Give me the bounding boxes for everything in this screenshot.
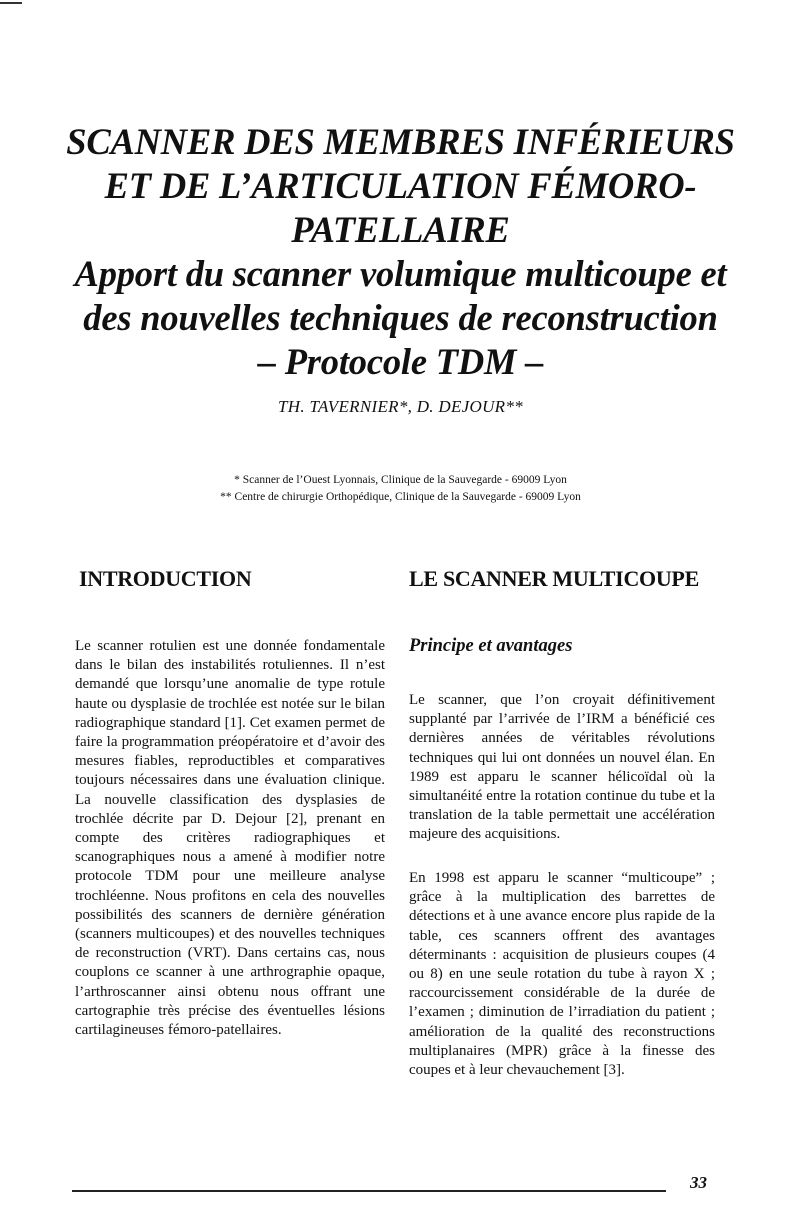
title-line-3: PATELLAIRE bbox=[291, 209, 510, 250]
title-line-6: – Protocole TDM – bbox=[257, 341, 544, 382]
title-line-1: SCANNER DES MEMBRES INFÉRIEURS bbox=[66, 121, 735, 162]
scanner-heading: LE SCANNER MULTICOUPE bbox=[409, 566, 699, 591]
scanner-paragraph-2: En 1998 est apparu le scanner “multicoupe” ; grâce à la multiplication des barrettes de détections et à une avance encore plus rapide de la table, ces scanners offrent des avantages déterminants : acquisition de plusieurs coupes (4 ou 8) en une seule rotation du tube à rayon X ; raccourcissement considérable de la durée de l’examen ; diminution de l’irradiation du patient ; amélioration de la qualité des reconstructions multiplanaires (MPR) grâce à la finesse des coupes et à leur chevauchement [3]. bbox=[409, 870, 715, 1079]
affiliation-1: * Scanner de l’Ouest Lyonnais, Clinique de la Sauvegarde - 69009 Lyon bbox=[234, 474, 567, 486]
page-number: 33 bbox=[690, 1173, 707, 1192]
footer-rule bbox=[72, 1190, 666, 1192]
affiliations bbox=[40, 472, 761, 506]
title-line-2: ET DE L’ARTICULATION FÉMORO- bbox=[104, 165, 697, 206]
article-title bbox=[40, 120, 761, 384]
title-line-5: des nouvelles techniques de reconstruction bbox=[83, 297, 718, 338]
introduction-paragraph: Le scanner rotulien est une donnée fondamentale dans le bilan des instabilités rotuliennes. Il n’est demandé que lorsqu’une anomalie de type rotule haute ou dysplasie de trochlée est notée sur le bilan radiographique standard [1]. Cet examen permet de faire la programmation préopératoire et d’avoir des mesures fiables, reproductibles et comparatives toujours nécessaires dans une évaluation clinique. La nouvelle classification des dysplasies de trochlée décrite par D. Dejour [2], prenant en compte des critères radiographiques et scanographiques nous a amené à modifier notre protocole TDM pour une meilleure analyse trochléenne. Nous profitons en cela des nouvelles possibilités des scanners de dernière génération (scanners multicoupes) et des nouvelles techniques de reconstruction (VRT). Dans certains cas, nous couplons ce scanner à une arthrographie opaque, l’arthroscanner ainsi obtenu nous offrant une cartographie très précise des éventuelles lésions cartilagineuses fémoro-patellaires. bbox=[75, 638, 385, 1039]
scanner-paragraph-1: Le scanner, que l’on croyait définitivement supplanté par l’arrivée de l’IRM a bénéficié ces dernières années de véritables révolutions techniques qui lui ont données un nouvel élan. En 1989 est apparu le scanner hélicoïdal où la simultanéité entre la rotation continue du tube et la translation de la table permettait une accélération majeure des acquisitions. bbox=[409, 692, 715, 843]
authors: TH. TAVERNIER*, D. DEJOUR** bbox=[278, 397, 523, 416]
introduction-heading: INTRODUCTION bbox=[79, 566, 252, 591]
top-corner-rule bbox=[0, 2, 22, 4]
affiliation-2: ** Centre de chirurgie Orthopédique, Clinique de la Sauvegarde - 69009 Lyon bbox=[220, 491, 581, 503]
title-line-4: Apport du scanner volumique multicoupe et bbox=[74, 253, 727, 294]
principle-subheading: Principe et avantages bbox=[409, 636, 573, 656]
